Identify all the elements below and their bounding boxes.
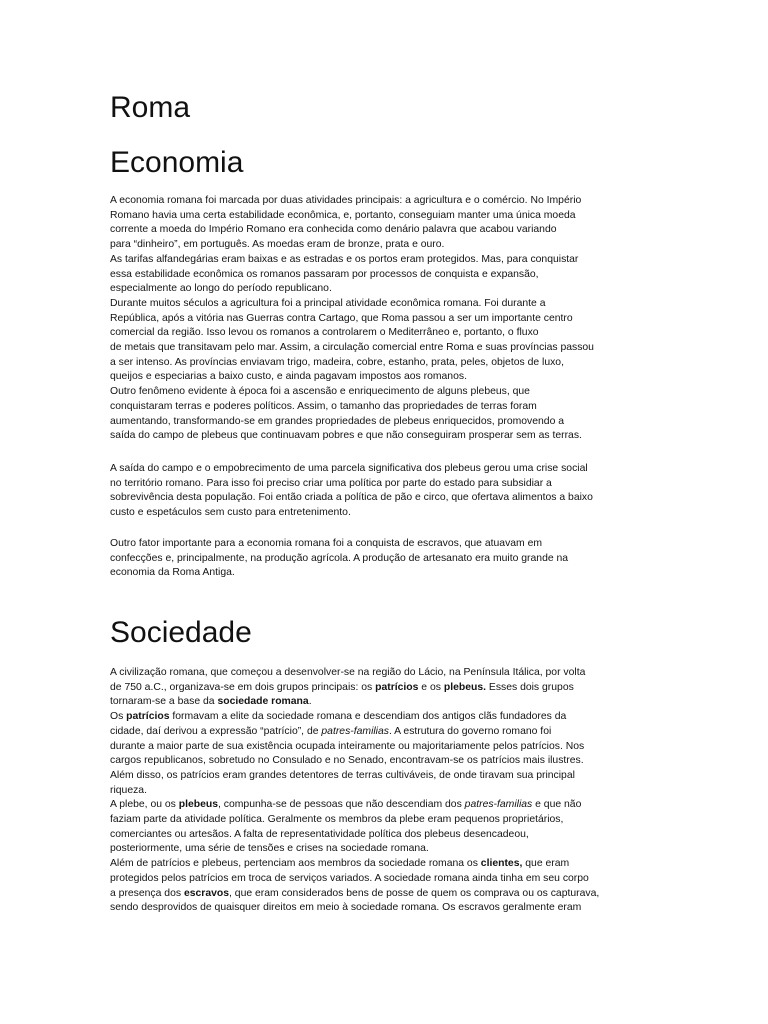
text-run: custo e espetáculos sem custo para entretenimento.	[110, 507, 351, 519]
text-line	[110, 769, 670, 784]
text-run: e que não	[532, 799, 582, 811]
text-run: no território romano. Para isso foi preciso criar uma política por parte do estado para subsidiar a	[110, 477, 552, 489]
text-line	[110, 282, 670, 297]
bold-term: patrícios	[126, 711, 170, 723]
italic-term: patres-familias	[464, 799, 533, 811]
text-line	[110, 477, 670, 492]
text-line	[110, 462, 670, 477]
text-line	[110, 238, 670, 253]
text-run: Os	[110, 711, 127, 723]
text-line	[110, 828, 670, 843]
text-line	[110, 725, 670, 740]
text-line	[110, 798, 670, 813]
text-run: . A estrutura do governo romano foi	[388, 725, 552, 737]
italic-term: patres-familias	[321, 725, 389, 737]
text-run: As tarifas alfandegárias eram baixas e as estradas e os portos eram protegidos. Mas, para conquistar	[110, 253, 579, 265]
text-line	[110, 552, 670, 567]
text-line	[110, 740, 670, 755]
text-run: especialmente ao longo do período republicano.	[110, 283, 332, 295]
text-line	[110, 312, 670, 327]
text-run: comerciantes ou artesãos. A falta de representatividade política dos plebeus desencadeou,	[110, 828, 529, 840]
text-line	[110, 356, 670, 371]
text-line	[110, 341, 670, 356]
text-run: tornaram-se a base da	[110, 696, 218, 708]
text-run: de 750 a.C., organizava-se em dois grupos principais: os	[110, 681, 376, 693]
text-line	[110, 223, 670, 238]
text-line	[110, 784, 670, 799]
text-run: aumentando, transformando-se em grandes propriedades de plebeus enriquecidos, promovendo a	[110, 415, 565, 427]
text-line	[110, 297, 670, 312]
text-run: a ser intenso. As províncias enviavam trigo, madeira, cobre, estanho, prata, peles, objetos de luxo,	[110, 356, 564, 368]
text-run: que eram	[522, 858, 570, 870]
bold-term: escravos	[183, 887, 230, 899]
text-run: Além de patrícios e plebeus, pertenciam aos membros da sociedade romana os	[110, 858, 481, 870]
text-run: cargos republicanos, sobretudo no Consulado e no Senado, encontravam-se os patrícios mais ilustres.	[110, 755, 584, 767]
paragraph	[110, 462, 670, 521]
text-run: República, após a vitória nas Guerras contra Cartago, que Roma passou a ser um importante centro	[110, 312, 573, 324]
text-run: conquistaram terras e poderes políticos. Assim, o tamanho das propriedades de terras foram	[110, 400, 537, 412]
text-run: , que eram considerados bens de posse de quem os comprava ou os capturava,	[229, 887, 600, 899]
text-line	[110, 326, 670, 341]
text-run: faziam parte da atividade política. Geralmente os membros da plebe eram pequenos proprietários,	[110, 814, 564, 826]
text-line	[110, 754, 670, 769]
text-run: essa estabilidade econômica os romanos passaram por processos de conquista e expansão,	[110, 268, 539, 280]
bold-term: plebeus.	[443, 681, 486, 693]
text-line	[110, 887, 670, 902]
text-run: Outro fator importante para a economia romana foi a conquista de escravos, que atuavam em	[110, 538, 543, 549]
text-line	[110, 681, 670, 696]
text-run: cidade, daí derivou a expressão “patrício”, de	[110, 725, 322, 737]
text-run: durante a maior parte de sua existência ocupada inteiramente ou majoritariamente pelos patrícios. Nos	[110, 740, 585, 752]
bold-term: plebeus	[178, 799, 219, 811]
text-run: sendo desprovidos de quaisquer direitos em meio à sociedade romana. Os escravos geralmente eram	[110, 902, 582, 914]
text-line	[110, 857, 670, 872]
text-run: corrente a moeda do Império Romano era conhecida como denário palavra que acabou variando	[110, 224, 557, 236]
text-run: e os	[418, 681, 444, 693]
text-line	[110, 429, 670, 444]
text-line	[110, 253, 670, 268]
text-run: A saída do campo e o empobrecimento de uma parcela significativa dos plebeus gerou uma crise social	[110, 463, 588, 474]
text-run: , compunha-se de pessoas que não descendiam dos	[218, 799, 465, 811]
text-run: para “dinheiro”, em português. As moedas eram de bronze, prata e ouro.	[110, 239, 445, 251]
text-run: riqueza.	[110, 784, 147, 796]
paragraph	[110, 537, 670, 581]
text-run: A plebe, ou os	[110, 799, 179, 811]
text-run: formavam a elite da sociedade romana e descendiam dos antigos clãs fundadores da	[169, 711, 567, 723]
text-run: Esses dois grupos	[486, 681, 574, 693]
text-line	[110, 400, 670, 415]
text-run: protegidos pelos patrícios em troca de serviços variados. A sociedade romana ainda tinha em seu corpo	[110, 872, 589, 884]
text-run: Romano havia uma certa estabilidade econômica, e, portanto, conseguiam manter uma única moeda	[110, 209, 576, 221]
text-line	[110, 710, 670, 725]
text-line	[110, 268, 670, 283]
text-line	[110, 415, 670, 430]
text-run: .	[308, 696, 312, 708]
text-line	[110, 537, 670, 552]
text-run: sobrevivência desta população. Foi então criada a política de pão e circo, que ofertava alimentos a baixo	[110, 492, 593, 504]
text-line	[110, 370, 670, 385]
text-run: de metais que transitavam pelo mar. Assim, a circulação comercial entre Roma e suas províncias passou	[110, 342, 594, 354]
paragraph	[110, 666, 670, 916]
text-run: Outro fenômeno evidente à época foi a ascensão e enriquecimento de alguns plebeus, que	[110, 386, 530, 398]
text-run: comercial da região. Isso levou os romanos a controlarem o Mediterrâneo e, portanto, o fluxo	[110, 327, 539, 339]
text-run: economia da Roma Antiga.	[110, 567, 235, 579]
section-heading-sociedade: Sociedade	[110, 616, 252, 649]
bold-term: patrícios	[375, 681, 419, 693]
text-line	[110, 385, 670, 400]
text-run: Durante muitos séculos a agricultura foi a principal atividade econômica romana. Foi durante a	[110, 297, 546, 309]
text-run: confecções e, principalmente, na produção agrícola. A produção de artesanato era muito grande na	[110, 552, 569, 564]
bold-term: sociedade romana	[217, 696, 309, 708]
text-run: saída do campo de plebeus que continuavam pobres e que não conseguiram prosperar sem as terras.	[110, 430, 582, 442]
text-line	[110, 566, 670, 581]
text-line	[110, 209, 670, 224]
paragraph	[110, 194, 670, 444]
text-line	[110, 695, 670, 710]
text-line	[110, 506, 670, 521]
text-line	[110, 194, 670, 209]
text-run: a presença dos	[110, 887, 184, 899]
text-line	[110, 901, 670, 916]
text-line	[110, 872, 670, 887]
document-title: Roma	[110, 91, 191, 124]
text-line	[110, 842, 670, 857]
text-line	[110, 666, 670, 681]
text-line	[110, 813, 670, 828]
section-heading-economia: Economia	[110, 146, 244, 179]
text-run: queijos e especiarias a baixo custo, e ainda pagavam impostos aos romanos.	[110, 371, 467, 383]
text-run: Além disso, os patrícios eram grandes detentores de terras cultiváveis, de onde tiravam sua principal	[110, 769, 575, 781]
text-run: A civilização romana, que começou a desenvolver-se na região do Lácio, na Península Itálica, por volta	[110, 667, 586, 678]
text-line	[110, 491, 670, 506]
text-run: A economia romana foi marcada por duas atividades principais: a agricultura e o comércio. No Império	[110, 195, 582, 206]
bold-term: clientes,	[480, 858, 523, 870]
text-run: posteriormente, uma série de tensões e crises na sociedade romana.	[110, 843, 429, 855]
